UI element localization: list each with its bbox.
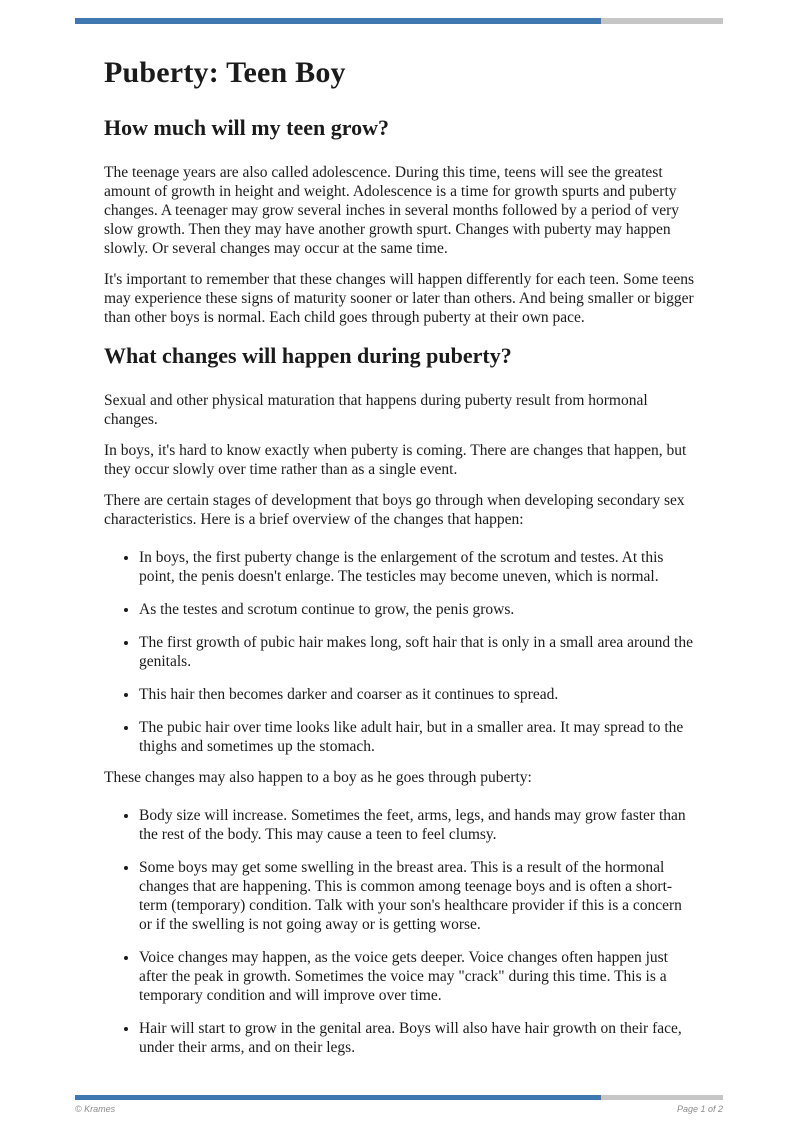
document-content xyxy=(104,0,697,1069)
list-item: • The first growth of pubic hair makes long, soft hair that is only in a small area around the genitals. xyxy=(139,633,697,671)
paragraph-changes-differently: It's important to remember that these changes will happen differently for each teen. Some teens may experience these signs of maturity sooner or later than others. And being smaller or bigger than other boys is normal. Each child goes through puberty at their own pace. xyxy=(104,271,695,326)
list-item: • Hair will start to grow in the genital area. Boys will also have hair growth on their face, under their arms, and on their legs. xyxy=(139,1019,697,1057)
copyright-label: © Krames xyxy=(75,1104,116,1114)
section-heading-changes: What changes will happen during puberty? xyxy=(104,343,512,368)
footer-accent-bar-blue-segment xyxy=(75,1095,601,1100)
list-item: • In boys, the first puberty change is the enlargement of the scrotum and testes. At this point, the penis doesn't enlarge. The testicles may become uneven, which is normal. xyxy=(139,548,697,586)
paragraph-hormonal-changes: Sexual and other physical maturation that happens during puberty result from hormonal changes. xyxy=(104,392,648,428)
list-item: • This hair then becomes darker and coarser as it continues to spread. xyxy=(139,685,697,704)
list-item: • As the testes and scrotum continue to grow, the penis grows. xyxy=(139,600,697,619)
list-item: • Voice changes may happen, as the voice gets deeper. Voice changes often happen just after the peak in growth. Sometimes the voice may "crack" during this time. This is a temporary condition and will improve over time. xyxy=(139,948,697,1005)
footer-accent-bar-gray-segment xyxy=(601,1095,723,1100)
changes-bullet-list xyxy=(104,806,697,1057)
paragraph-stages-intro: There are certain stages of development that boys go through when developing secondary sex characteristics. Here is a brief overview of the changes that happen: xyxy=(104,492,685,528)
page-number-label: Page 1 of 2 xyxy=(676,1104,723,1114)
section-heading-grow: How much will my teen grow? xyxy=(104,115,389,140)
footer-text-row xyxy=(75,1104,723,1114)
paragraph-puberty-coming: In boys, it's hard to know exactly when puberty is coming. There are changes that happen, but they occur slowly over time rather than as a single event. xyxy=(104,442,687,478)
footer-accent-bar xyxy=(75,1095,723,1100)
paragraph-other-changes-intro: These changes may also happen to a boy as he goes through puberty: xyxy=(104,769,532,786)
page-footer xyxy=(75,1095,723,1114)
list-item: • Body size will increase. Sometimes the feet, arms, legs, and hands may grow faster than the rest of the body. This may cause a teen to feel clumsy. xyxy=(139,806,697,844)
stage-bullet-list xyxy=(104,548,697,756)
document-title: Puberty: Teen Boy xyxy=(104,56,346,89)
list-item: • Some boys may get some swelling in the breast area. This is a result of the hormonal changes that are happening. This is common among teenage boys and is often a short-term (temporary) condition. Talk with your son's healthcare provider if this is a concern or if the swelling is not going away or is getting worse. xyxy=(139,858,697,934)
paragraph-adolescence-growth: The teenage years are also called adolescence. During this time, teens will see the greatest amount of growth in height and weight. Adolescence is a time for growth spurts and puberty changes. A teenager may grow several inches in several months followed by a period of very slow growth. Then they may have another growth spurt. Changes with puberty may happen slowly. Or several changes may occur at the same time. xyxy=(104,164,680,257)
list-item: • The pubic hair over time looks like adult hair, but in a smaller area. It may spread to the thighs and sometimes up the stomach. xyxy=(139,718,697,756)
